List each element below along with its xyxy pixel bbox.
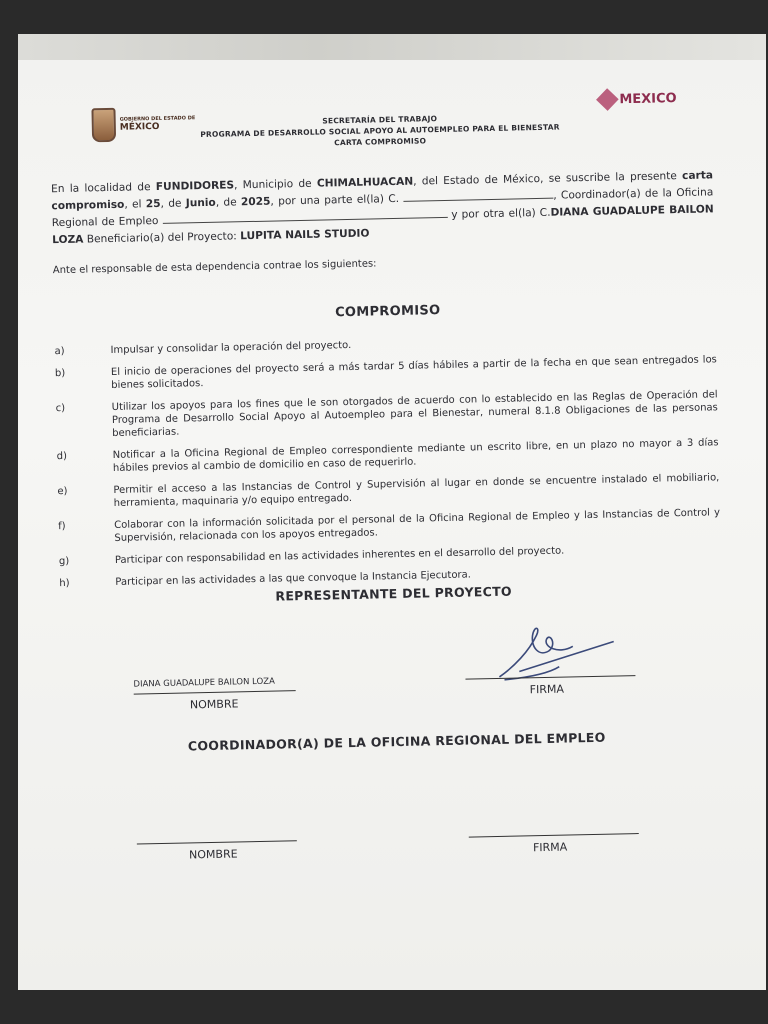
header-line-3: CARTA COMPROMISO <box>334 136 427 148</box>
item-label: d) <box>56 450 68 463</box>
item-text: Permitir el acceso a las Instancias de Control y Supervisión al lugar en donde se encuentre instalado el mobiliario, herramienta, maquinaria y/o equipo entregado. <box>113 472 720 509</box>
list-item <box>57 471 719 511</box>
municipio-value: CHIMALHUACAN <box>316 175 414 190</box>
list-item <box>59 541 721 568</box>
item-label: g) <box>58 555 70 568</box>
item-text: Utilizar los apoyos para los fines que le son otorgados de acuerdo con lo establecido en las Reglas de Operación del Programa de Desarrollo Social Apoyo al Autoempleo para el Bienestar, numeral 8.1.8 Obligaciones de las personas beneficiarias. <box>111 389 718 439</box>
list-item <box>54 331 716 358</box>
mexico-logo <box>599 90 677 108</box>
representante-printed-name: DIANA GUADALUPE BAILON LOZA <box>133 676 275 690</box>
logo-right-text: MEXICO <box>619 90 677 107</box>
intro-text: , por una parte el(la) C. <box>270 192 404 208</box>
item-label: b) <box>54 367 66 380</box>
month-value: Junio <box>185 196 216 210</box>
header-line-1: SECRETARÍA DEL TRABAJO <box>322 114 438 126</box>
compromiso-title: COMPROMISO <box>334 303 441 321</box>
document-sheet <box>18 34 766 990</box>
document-content <box>8 26 768 997</box>
coordinador-firma-label: FIRMA <box>532 840 568 855</box>
header-line-2: PROGRAMA DE DESARROLLO SOCIAL APOYO AL AUTOEMPLEO PARA EL BIENESTAR <box>200 122 560 140</box>
beneficiary-name: DIANA GUADALUPE BAILON LOZA <box>52 203 714 247</box>
intro-text: y por otra el(la) C. <box>447 206 551 221</box>
item-label: e) <box>57 485 68 498</box>
intro-text: , el <box>124 198 146 211</box>
representante-title: REPRESENTANTE DEL PROYECTO <box>275 583 513 604</box>
coordinador-name-line <box>137 840 297 844</box>
list-item <box>55 353 717 393</box>
ante-text: Ante el responsable de esta dependencia contrae los siguientes: <box>52 258 377 277</box>
intro-text: Beneficiario(a) del Proyecto: <box>83 230 241 246</box>
day-value: 25 <box>145 197 161 211</box>
list-item <box>56 388 719 441</box>
item-text: Notificar a la Oficina Regional de Empleo correspondiente mediante un escrito libre, en un plazo no mayor a 3 días hábiles previos al cambio de domicilio en caso de requerirlo. <box>112 437 719 474</box>
office-blank <box>162 217 447 224</box>
compromiso-list <box>54 331 721 599</box>
diamond-mark-icon <box>596 88 619 111</box>
item-label: h) <box>59 577 70 590</box>
project-name: LUPITA NAILS STUDIO <box>240 227 370 243</box>
intro-text: , de <box>215 196 242 209</box>
item-label: a) <box>54 345 65 358</box>
item-text: Colaborar con la información solicitada por el personal de la Oficina Regional de Empleo y las Instancias de Control y Supervisión, relacionada con los apoyos entregados. <box>114 507 721 544</box>
list-item <box>57 436 719 476</box>
item-text: El inicio de operaciones del proyecto será a más tardar 5 días hábiles a partir de la fecha en que sean entregados los bienes solicitados. <box>110 354 717 391</box>
coordinator-name-blank <box>403 198 553 202</box>
representante-nombre-label: NOMBRE <box>189 697 239 712</box>
coordinador-firma-line <box>469 833 639 838</box>
intro-text: , del Estado de México, se suscribe la presente <box>413 169 683 188</box>
carta-compromiso-text: carta compromiso <box>51 169 714 213</box>
localidad-value: FUNDIDORES <box>155 179 235 193</box>
intro-text: , de <box>160 197 186 210</box>
item-text: Impulsar y consolidar la operación del proyecto. <box>110 339 352 356</box>
document-header <box>170 110 591 152</box>
intro-text: En la localidad de <box>50 181 156 196</box>
coordinador-nombre-label: NOMBRE <box>188 847 238 862</box>
item-text: Participar en las actividades a las que convoque la Instancia Ejecutora. <box>115 569 472 588</box>
coordinador-title: COORDINADOR(A) DE LA OFICINA REGIONAL DEL EMPLEO <box>187 729 606 754</box>
logo-left-big-text: MÉXICO <box>119 121 160 133</box>
representante-signature <box>488 619 619 684</box>
year-value: 2025 <box>240 195 271 209</box>
crest-icon <box>91 108 116 142</box>
list-item <box>58 506 720 546</box>
item-label: f) <box>58 520 66 533</box>
representante-firma-label: FIRMA <box>529 682 565 697</box>
representante-name-line <box>134 690 296 694</box>
logo-left-small-text: GOBIERNO DEL ESTADO DE <box>119 115 196 123</box>
item-label: c) <box>55 402 66 415</box>
intro-paragraph <box>51 167 714 249</box>
item-text: Participar con responsabilidad en las actividades inherentes en el desarrollo del proyecto. <box>114 545 565 566</box>
intro-text: , Coordinador(a) de la Oficina Regional de Empleo <box>51 186 714 230</box>
intro-text: , Municipio de <box>233 177 318 192</box>
